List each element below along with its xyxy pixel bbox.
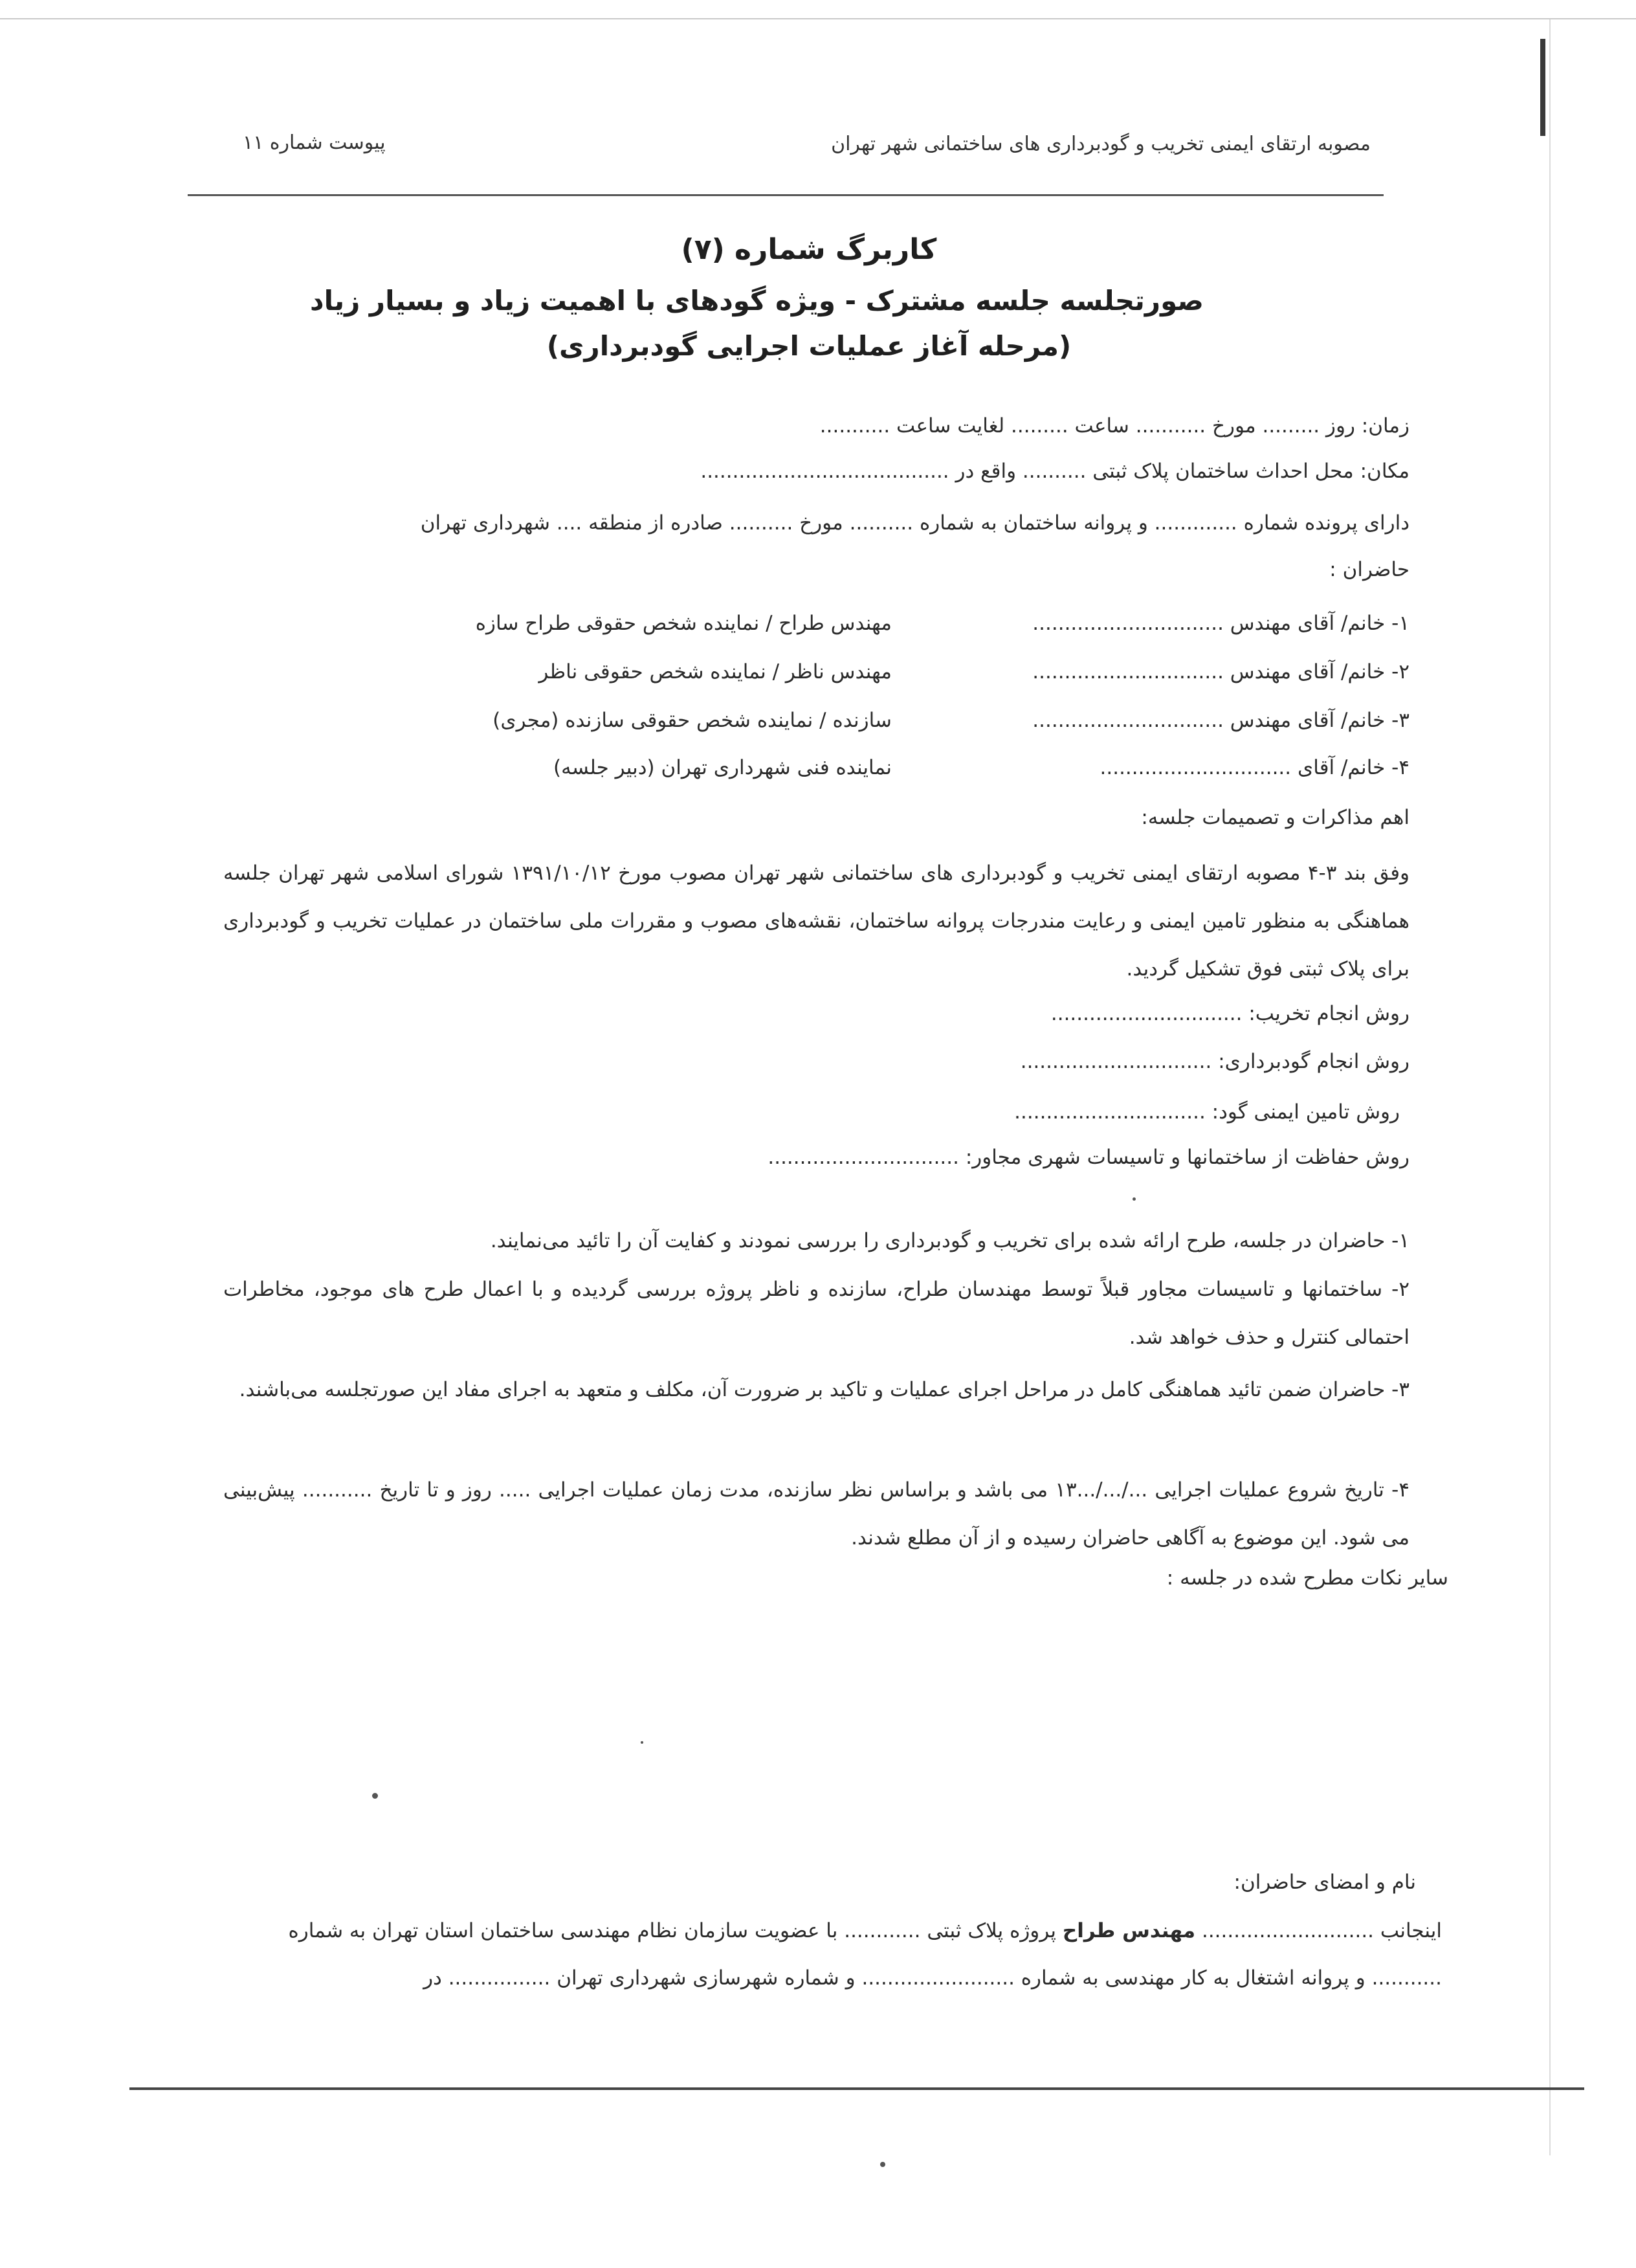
other-notes-label: سایر نکات مطرح شده در جلسه : [1166,1566,1448,1590]
form-number-title: کاربرگ شماره (۷) [681,233,937,266]
decisions-intro: وفق بند ۳-۴ مصوبه ارتقای ایمنی تخریب و گودبرداری های ساختمانی شهر تهران مصوب مورخ ۱۳۹۱/۱۰/۱۲ شورای اسلامی شهر تهران جلسه هماهنگی به منظور تامین ایمنی و رعایت مندرجات پروانه ساختمان، نقشه‌های مصوب و مقررات ملی ساختمان در عملیات تخریب و گودبرداری برای پلاک ثبتی فوق تشکیل گردید. [223,862,1410,981]
decision-item-1: ۱- حاضران در جلسه، طرح ارائه شده برای تخریب و گودبرداری را بررسی نمودند و کفایت آن را تائید می‌نمایند. [490,1229,1409,1252]
attendee-name-2: ۲- خانم/ آقای مهندس .............................. [1032,660,1409,684]
method-excavation: روش انجام گودبرداری: .............................. [1020,1050,1409,1073]
time-field: زمان: روز ......... مورخ ........... ساعت ......... لغایت ساعت ........... [819,414,1409,438]
attendee-role-4: نماینده فنی شهرداری تهران (دبیر جلسه) [553,756,892,779]
signature-line-1-start: اینجانب ........................... [1201,1919,1442,1942]
decision-item-4: ۴- تاریخ شروع عملیات اجرایی .../.../...۱۳ می باشد و براساس نظر سازنده، مدت زمان عملیات اجرایی ..... روز و تا تاریخ ........... پیش‌بینی می شود. این موضوع به آگاهی حاضران رسیده و از آن مطلع شدند. [223,1478,1409,1550]
attendees-label: حاضران : [1329,558,1409,581]
decision-item-3: ۳- حاضران ضمن تائید هماهنگی کامل در مراحل اجرای عملیات و تاکید بر ضرورت آن، مکلف و متعهد به اجرای مفاد این صورتجلسه می‌باشند. [239,1378,1409,1401]
scan-speck [880,2162,885,2167]
signature-role: مهندس طراح [1062,1919,1196,1942]
decision-item-2: ۲- ساختمانها و تاسیسات مجاور قبلاً توسط مهندسان طراح، سازنده و ناظر پروژه بررسی گردیده و با اعمال طرح های موجود، مخاطرات احتمالی کنترل و حذف خواهد شد. [223,1278,1409,1349]
form-title: صورتجلسه جلسه مشترک - ویژه گودهای با اهمیت زیاد و بسیار زیاد [310,285,1204,317]
scan-right-edge [1549,19,1551,2155]
method-demolition: روش انجام تخریب: .............................. [1050,1002,1409,1025]
header-title: مصوبه ارتقای ایمنی تخریب و گودبرداری های ساختمانی شهر تهران [831,133,1371,155]
attendee-name-3: ۳- خانم/ آقای مهندس .............................. [1032,709,1409,732]
scan-binding-mark [1540,39,1545,136]
signature-line-2: ........... و پروانه اشتغال به کار مهندسی به شماره ........................ و شماره شهرسازی شهرداری تهران ................ در [423,1966,1442,1990]
attendee-role-3: سازنده / نماینده شخص حقوقی سازنده (مجری) [492,709,892,732]
signature-line-1 [288,1919,1442,1942]
attendee-name-1: ۱- خانم/ آقای مهندس .............................. [1032,612,1409,635]
attendee-role-2: مهندس ناظر / نماینده شخص حقوقی ناظر [538,660,892,684]
scan-speck [1133,1197,1136,1201]
scan-top-edge [0,0,1636,19]
signatures-label: نام و امضای حاضران: [1233,1871,1416,1894]
header-rule [188,194,1384,196]
method-safety: روش تامین ایمنی گود: .............................. [1014,1100,1400,1124]
footer-rule [129,2087,1584,2090]
decisions-label: اهم مذاکرات و تصمیمات جلسه: [1141,806,1409,829]
scan-speck [641,1741,643,1744]
attendee-role-1: مهندس طراح / نماینده شخص حقوقی طراح سازه [475,612,892,635]
scan-speck [372,1793,378,1799]
form-subtitle: (مرحله آغاز عملیات اجرایی گودبرداری) [546,330,1072,362]
attendee-name-4: ۴- خانم/ آقای .............................. [1100,756,1409,779]
place-field: مکان: محل احداث ساختمان پلاک ثبتی .......... واقع در ....................................... [700,460,1409,483]
file-field: دارای پرونده شماره ............. و پروانه ساختمان به شماره .......... مورخ .......... صادره از منطقه .... شهرداری تهران [420,511,1409,535]
header-attachment-number: پیوست شماره ۱۱ [243,131,386,154]
method-protection: روش حفاظت از ساختمانها و تاسیسات شهری مجاور: .............................. [768,1146,1409,1169]
signature-line-1-rest: پروژه پلاک ثبتی ............ با عضویت سازمان نظام مهندسی ساختمان استان تهران به شماره [288,1919,1056,1942]
